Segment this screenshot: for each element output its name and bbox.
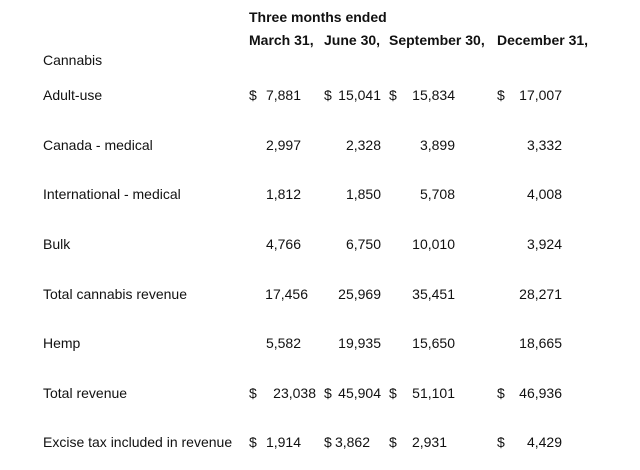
cell-value: 23,038 [273,385,316,401]
currency-sign: $ [249,434,257,450]
column-header-september: September 30, [389,32,485,48]
row-label: Total cannabis revenue [43,286,187,302]
column-header-december: December 31, [497,32,589,48]
cell-value: 3,332 [526,137,562,153]
cell-value: 5,582 [265,335,301,351]
cell-value: 2,328 [345,137,381,153]
row-label: Bulk [43,236,71,252]
cell-value: 18,665 [519,335,562,351]
cell-value: 4,429 [526,434,562,450]
cell-value: 1,850 [345,186,381,202]
currency-sign: $ [389,385,397,401]
column-header-march: March 31, [249,32,314,48]
currency-sign: $ [324,434,332,450]
cell-value: 19,935 [338,335,381,351]
cell-value: 17,456 [265,286,308,302]
cell-value: 35,451 [412,286,455,302]
cell-value: 7,881 [265,87,301,103]
cell-value: 10,010 [412,236,455,252]
cell-value: 17,007 [519,87,562,103]
cell-value: 3,862 [334,434,370,450]
currency-sign: $ [249,87,257,103]
row-label: Total revenue [43,385,128,401]
cell-value: 2,997 [265,137,301,153]
cell-value: 3,924 [526,236,562,252]
row-label: Adult-use [43,87,103,103]
cell-value: 5,708 [419,186,455,202]
cell-value: 15,834 [412,87,455,103]
cell-value: 4,766 [265,236,301,252]
cell-value: 3,899 [419,137,455,153]
cell-value: 15,041 [338,87,381,103]
cell-value: 28,271 [519,286,562,302]
cell-value: 1,914 [265,434,301,450]
cell-value: 46,936 [519,385,562,401]
column-header-june: June 30, [324,32,381,48]
row-label: Hemp [43,335,81,351]
cell-value: 51,101 [412,385,455,401]
cell-value: 2,931 [411,434,447,450]
cell-value: 15,650 [412,335,455,351]
currency-sign: $ [497,385,505,401]
cell-value: 45,904 [338,385,381,401]
currency-sign: $ [389,434,397,450]
section-label: Cannabis [43,52,103,68]
currency-sign: $ [324,385,332,401]
currency-sign: $ [249,385,257,401]
row-label: Excise tax included in revenue [43,434,233,450]
cell-value: 1,812 [265,186,301,202]
currency-sign: $ [497,87,505,103]
currency-sign: $ [324,87,332,103]
period-title: Three months ended [249,9,387,25]
currency-sign: $ [389,87,397,103]
cell-value: 25,969 [338,286,381,302]
cell-value: 4,008 [526,186,562,202]
cell-value: 6,750 [345,236,381,252]
row-label: International - medical [43,186,181,202]
row-label: Canada - medical [43,137,153,153]
currency-sign: $ [497,434,505,450]
